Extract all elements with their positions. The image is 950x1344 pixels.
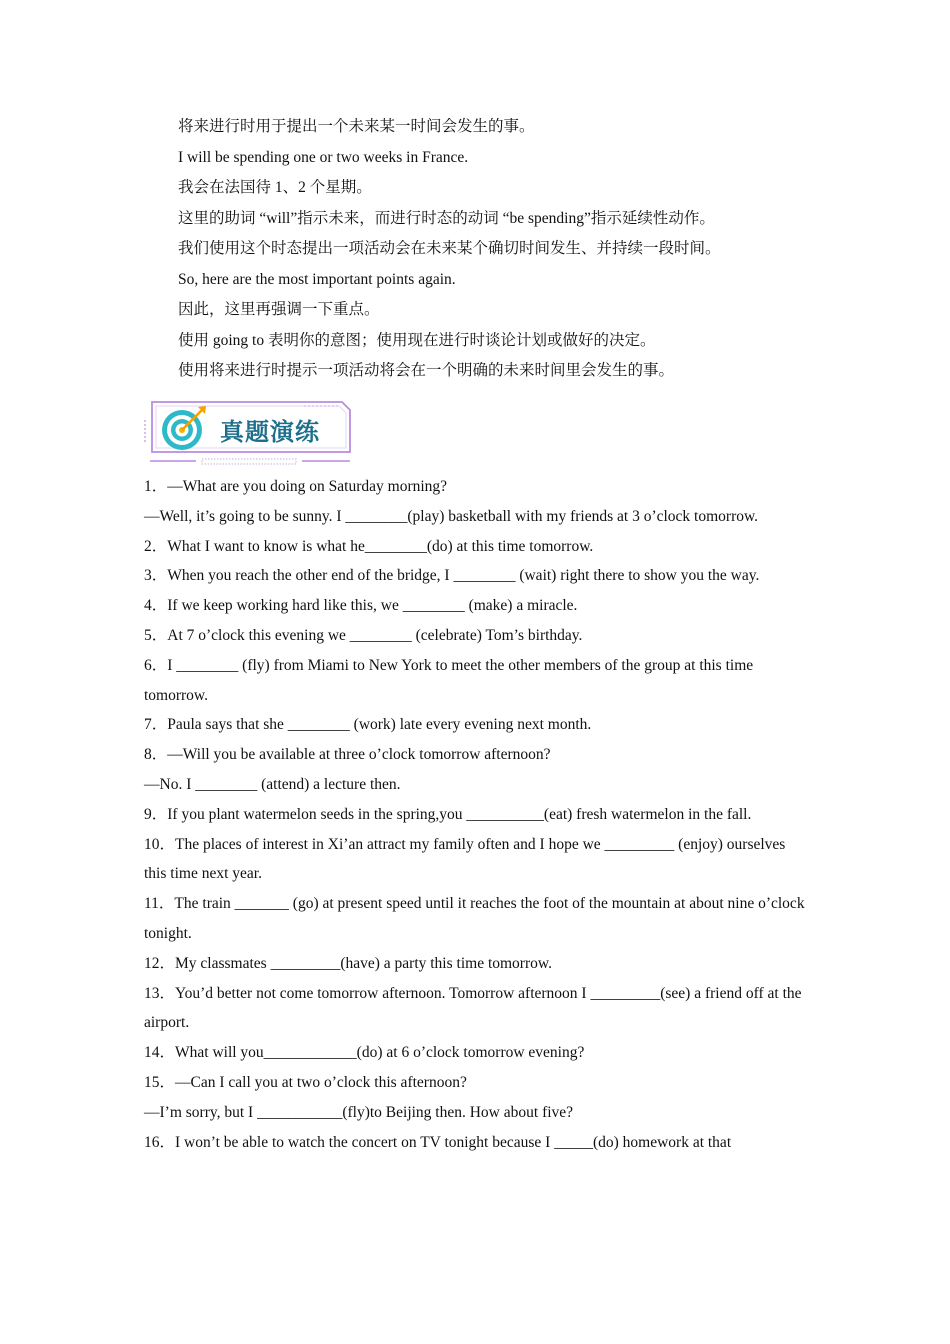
intro-line: 我会在法国待 1、2 个星期。 bbox=[178, 179, 372, 196]
question-line: 7．Paula says that she ________ (work) late every evening next month. bbox=[144, 716, 592, 734]
intro-line: 将来进行时用于提出一个未来某一时间会发生的事。 bbox=[178, 118, 535, 135]
intro-line: 使用 going to 表明你的意图；使用现在进行时谈论计划或做好的决定。 bbox=[178, 331, 656, 349]
question-line: 9．If you plant watermelon seeds in the spring,you __________(eat) fresh watermelon in the fall. bbox=[144, 805, 752, 823]
question-line: 2．What I want to know is what he________(do) at this time tomorrow. bbox=[144, 537, 594, 555]
intro-line: 这里的助词 “will”指示未来，而进行时态的动词 “be spending”指示延续性动作。 bbox=[178, 209, 715, 227]
question-line: 1．—What are you doing on Saturday morning? bbox=[144, 478, 448, 495]
section-title: 真题演练 bbox=[220, 418, 320, 446]
question-line: 12．My classmates _________(have) a party this time tomorrow. bbox=[144, 954, 552, 972]
intro-line: I will be spending one or two weeks in France. bbox=[178, 148, 469, 166]
question-line: 4．If we keep working hard like this, we ________ (make) a miracle. bbox=[144, 597, 578, 615]
question-line: 15．—Can I call you at two o’clock this afternoon? bbox=[144, 1073, 467, 1091]
question-line: 3．When you reach the other end of the bridge, I ________ (wait) right there to show you the way. bbox=[144, 567, 760, 585]
intro-paragraphs bbox=[178, 112, 818, 387]
question-line: 6．I ________ (fly) from Miami to New York to meet the other members of the group at this time tomorrow. bbox=[144, 656, 754, 704]
intro-line: 我们使用这个时态提出一项活动会在未来某个确切时间发生、并持续一段时间。 bbox=[178, 240, 721, 257]
question-line: 16．I won’t be able to watch the concert on TV tonight because I _____(do) homework at that bbox=[144, 1133, 732, 1151]
intro-line: 因此，这里再强调一下重点。 bbox=[178, 301, 380, 318]
question-line: 13．You’d better not come tomorrow afternoon. Tomorrow afternoon I _________(see) a friend off at the airport. bbox=[144, 984, 802, 1032]
intro-line: 使用将来进行时提示一项活动将会在一个明确的未来时间里会发生的事。 bbox=[178, 362, 675, 379]
section-banner bbox=[144, 398, 358, 468]
question-line: 5．At 7 o’clock this evening we ________ (celebrate) Tom’s birthday. bbox=[144, 626, 583, 644]
question-line: —I’m sorry, but I ___________(fly)to Beijing then. How about five? bbox=[144, 1103, 574, 1121]
question-line: 8．—Will you be available at three o’clock tomorrow afternoon? bbox=[144, 746, 551, 764]
intro-line: So, here are the most important points again. bbox=[178, 270, 456, 288]
question-line: 10．The places of interest in Xi’an attract my family often and I hope we _________ (enjoy) ourselves this time next year. bbox=[144, 835, 786, 883]
question-line: 14．What will you____________(do) at 6 o’clock tomorrow evening? bbox=[144, 1044, 585, 1062]
question-line: 11．The train _______ (go) at present speed until it reaches the foot of the mountain at about nine o’clock tonight. bbox=[144, 895, 805, 942]
target-icon bbox=[160, 404, 208, 452]
exercise-list bbox=[144, 472, 806, 1157]
question-line: —No. I ________ (attend) a lecture then. bbox=[144, 775, 401, 793]
question-line: —Well, it’s going to be sunny. I ________(play) basketball with my friends at 3 o’clock tomorrow. bbox=[144, 507, 759, 525]
